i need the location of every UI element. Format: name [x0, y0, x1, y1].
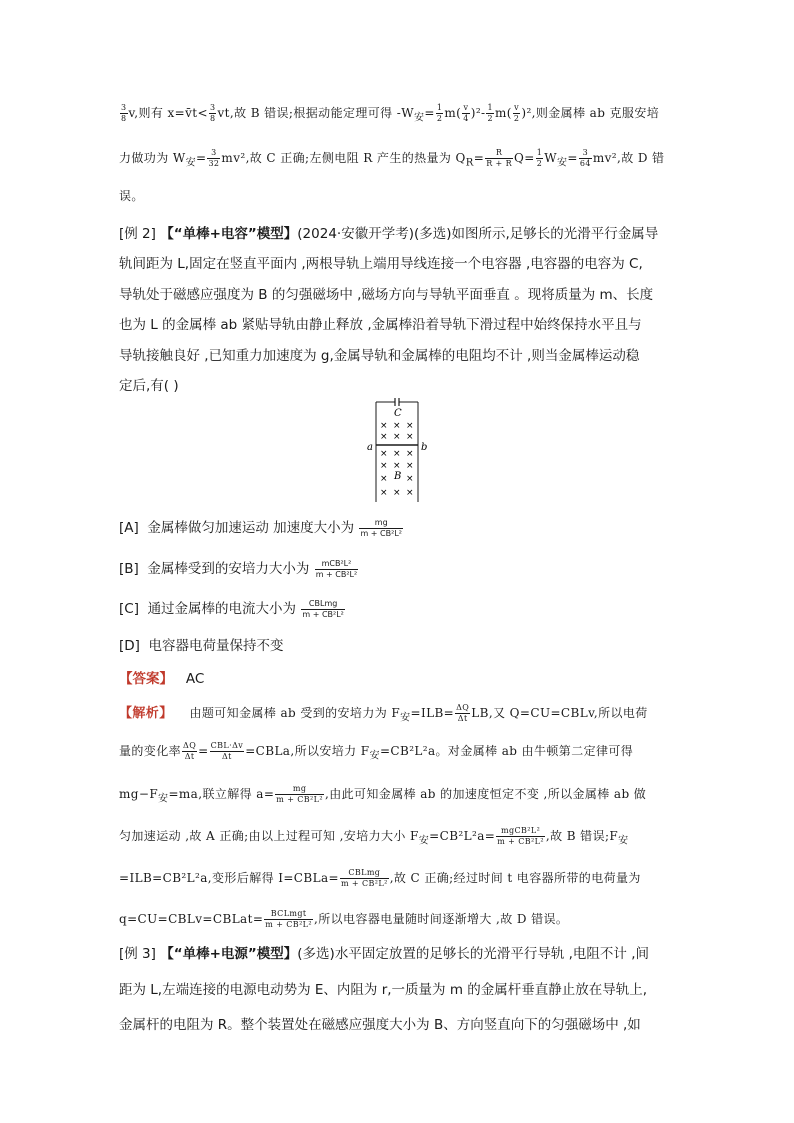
- label-capacitor-c: C: [394, 408, 402, 419]
- label-a: a: [367, 442, 373, 453]
- label-field-b: B: [394, 471, 402, 482]
- example-2-line-6: 定后,有( ): [119, 378, 179, 394]
- field-cross: ×: [393, 488, 401, 498]
- analysis-line-5: =ILB=CB²L²a,变形后解得 I=CBLa= $\frac{\text{CBLmg}}{\text{m + CB²L²}}$ ,故 C 正确;经过时间 t 电容器所带的电荷量为: [119, 868, 641, 888]
- analysis-line-6: q=CU=CBLv=CBLat= $\frac{\text{BCLmgt}}{\text{m + CB²L²}}$ ,所以电容器电量随时间逐渐增大 ,故 D 错误。: [119, 909, 569, 929]
- field-cross: ×: [406, 488, 414, 498]
- analysis-line-2: 量的变化率 $\frac{\Delta Q}{\Delta t}$ = $\frac{\text{CBL·Δv}}{\Delta t}$ =CBLa,所以安培力 $F_安=CB^2L^2a$。对金属棒 ab 由牛顿第二定律可得: [119, 741, 634, 762]
- rail-capacitor-figure: [366, 398, 430, 502]
- analysis-line-3: $mg-F_安=ma$,联立解得 a= $\frac{mg}{\text{m + CB²L²}}$ ,由此可知金属棒 ab 的加速度恒定不变 ,所以金属棒 ab 做: [119, 784, 647, 805]
- example-2-source: (2024·安徽开学考): [297, 226, 414, 242]
- example-3-tag: [例 3]: [119, 946, 156, 962]
- field-cross: ×: [393, 449, 401, 459]
- option-a: [A] 金属棒做匀加速运动 加速度大小为 $\frac{mg}{\text{m + CB²L²}}$: [119, 517, 402, 538]
- field-cross: ×: [380, 449, 388, 459]
- example-2-line-3: 导轨处于磁感应强度为 B 的匀强磁场中 ,磁场方向与导轨平面垂直 。现将质量为 m、长度: [119, 287, 654, 303]
- field-cross: ×: [380, 421, 388, 431]
- example-3-line-3: 金属杆的电阻为 R。整个装置处在磁感应强度大小为 B、方向竖直向下的匀强磁场中 ,如: [119, 1017, 641, 1033]
- field-cross: ×: [393, 461, 401, 471]
- magnetic-field-crosses: [380, 421, 414, 498]
- example-2-line-4: 也为 L 的金属棒 ab 紧贴导轨由静止释放 ,金属棒沿着导轨下滑过程中始终保持水平且与: [119, 317, 642, 333]
- example-2-line-5: 导轨接触良好 ,已知重力加速度为 g,金属导轨和金属棒的电阻均不计 ,则当金属棒运动稳: [119, 348, 640, 364]
- answer-label: 【答案】: [119, 671, 173, 687]
- analysis-label: 【解析】: [119, 706, 173, 721]
- fraction-3-8: $\frac{3}{8}$: [121, 103, 127, 123]
- continued-solution-line-3: 误。: [119, 189, 144, 203]
- field-cross: ×: [380, 432, 388, 442]
- field-cross: ×: [406, 432, 414, 442]
- analysis-line-4: 匀加速运动 ,故 A 正确;由以上过程可知 ,安培力大小 $F_安=CB^2L^2a=$ $\frac{\text{mgCB²L²}}{\text{m + CB²L²}}$ ,故 B 错误$;F_安$: [119, 826, 629, 847]
- answer-line: [119, 667, 204, 687]
- example-3-line-2: 距为 L,左端连接的电源电动势为 E、内阻为 r,一质量为 m 的金属杆垂直静止放在导轨上,: [119, 982, 648, 998]
- field-cross: ×: [393, 432, 401, 442]
- option-c: [C] 通过金属棒的电流大小为 $\frac{\text{CBLmg}}{\text{m + CB²L²}}$: [119, 598, 344, 619]
- example-2-line-1: [例 2] 【“单棒+电容”模型】(2024·安徽开学考)(多选)如图所示,足够长的光滑平行金属导: [119, 226, 659, 242]
- field-cross: ×: [406, 461, 414, 471]
- option-d: [D] 电容器电荷量保持不变: [119, 638, 284, 654]
- field-cross: ×: [406, 449, 414, 459]
- continued-solution-line-1: $\frac{3}{8}$ v,则有 x=v̄t< $\frac{3}{8}$ vt,故 B 错误;根据动能定理可得 $-W_安=$ $\frac{1}{2}$ m( $\frac{v}{4}$ )²- $\frac{1}{2}$ m( $\frac{v}{2}$ )²,则金属棒 ab 克服安培: [121, 103, 660, 124]
- field-cross: ×: [380, 488, 388, 498]
- field-cross: ×: [380, 461, 388, 471]
- continued-solution-line-2: 力做功为 $W_安=$ $\frac{3}{32}$ mv²,故 C 正确;左侧电阻 R 产生的热量为 $Q_R=$ $\frac{R}{R + R}$ Q= $\frac{1}{2}$ $W_安=$ $\frac{3}{64}$ mv²,故 D 错: [119, 148, 665, 169]
- option-b: [B] 金属棒受到的安培力大小为 $\frac{\text{mCB²L²}}{\text{m + CB²L²}}$: [119, 558, 358, 579]
- rail-diagram: [366, 398, 430, 502]
- example-3-title: 【“单棒+电源”模型】: [160, 946, 298, 962]
- analysis-line-1: 【解析】 由题可知金属棒 ab 受到的安培力为 $F_安=ILB=$ $\frac{\Delta Q}{\Delta t}$ LB,又 Q=CU=CBLv,所以电荷: [119, 703, 648, 724]
- example-2-title: 【“单棒+电容”模型】: [160, 226, 298, 242]
- example-2-tag: [例 2]: [119, 226, 156, 242]
- field-cross: ×: [393, 421, 401, 431]
- field-cross: ×: [406, 421, 414, 431]
- example-2-line-2: 轨间距为 L,固定在竖直平面内 ,两根导轨上端用导线连接一个电容器 ,电容器的电容为 C,: [119, 256, 643, 272]
- field-cross: ×: [406, 474, 414, 484]
- answer-value: AC: [185, 671, 205, 687]
- example-3-line-1: [例 3] 【“单棒+电源”模型】(多选)水平固定放置的足够长的光滑平行导轨 ,电阻不计 ,间: [119, 946, 649, 962]
- field-cross: ×: [380, 474, 388, 484]
- label-b: b: [421, 442, 428, 453]
